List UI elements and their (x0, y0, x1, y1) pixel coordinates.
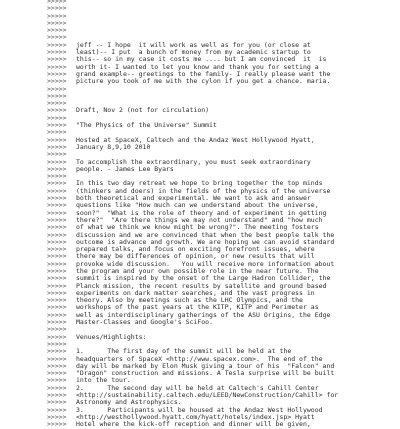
quote-marker: >>>>> (47, 223, 67, 232)
quote-marker: >>>>> (47, 11, 67, 20)
email-line (47, 93, 338, 100)
line-text: jeff -- I hope it will work as well as for you (or close at (76, 40, 311, 49)
quote-marker: >>>>> (47, 245, 67, 254)
line-text: 2. The second day will be held at Caltech's Cahill Center (76, 383, 319, 392)
line-text: grand example-- greetings to the family- I really please want the (76, 69, 331, 78)
quote-marker: >>>>> (47, 128, 67, 137)
line-text: <http://westhollywood.hyatt.com/hyatt/hotels/index.jsp> Hyatt (76, 412, 315, 421)
email-line (47, 13, 338, 20)
email-line (47, 166, 338, 173)
quote-marker: >>>>> (47, 361, 67, 370)
quote-marker: >>>>> (47, 26, 67, 35)
quote-marker: >>>>> (47, 208, 67, 217)
line-text: well as interdisciplinary gatherings of the ASU Origins, the Edge (76, 310, 331, 319)
line-text: theory. Also by meetings such as the LHC Olympics, and the (76, 296, 303, 305)
line-text: prepared talks, and focus on exciting forefront issues, where (76, 245, 315, 254)
quote-marker: >>>>> (47, 391, 67, 400)
quote-marker: >>>>> (47, 347, 67, 356)
line-text: worth it- I wanted to let you know and thank you for setting a (76, 62, 319, 71)
email-line (47, 20, 338, 27)
line-text: "Dragon" construction and missions. A Tesla surprise will be built (76, 369, 335, 378)
quote-marker: >>>>> (47, 420, 67, 429)
line-text: the program and your own possible role in the near future. The (76, 266, 319, 275)
quote-marker: >>>>> (47, 405, 67, 414)
email-line (47, 122, 338, 129)
quote-marker: >>>>> (47, 252, 67, 261)
quote-marker: >>>>> (47, 48, 67, 57)
line-text: 3. Participants will be housed at the Andaz West Hollywood (76, 405, 323, 414)
quote-marker: >>>>> (47, 150, 67, 159)
quote-marker: >>>>> (47, 186, 67, 195)
line-text: there?" "Are there things we may not understand" and "how much (76, 215, 323, 224)
quoted-email-body (47, 0, 338, 429)
line-text: (thinkers and doers) in the fields of the physics of the universe (76, 186, 331, 195)
line-text: people. - James Lee Byars (76, 164, 174, 173)
quote-marker: >>>>> (47, 135, 67, 144)
line-text: summit is inspired by the onset of the Large Hadron Collider, the (76, 274, 331, 283)
quote-marker: >>>>> (47, 121, 67, 130)
quote-marker: >>>>> (47, 281, 67, 290)
email-line (47, 144, 338, 151)
email-line (47, 334, 338, 341)
line-text: Planck mission, the recent results by satellite and ground based (76, 281, 327, 290)
quote-marker: >>>>> (47, 303, 67, 312)
quote-marker: >>>>> (47, 164, 67, 173)
quote-marker: >>>>> (47, 383, 67, 392)
line-text: To accomplish the extraordinary, you must seek extraordinary (76, 157, 311, 166)
quote-marker: >>>>> (47, 106, 67, 115)
quote-marker: >>>>> (47, 274, 67, 283)
line-text: 1. The first day of the summit will be held at the (76, 347, 292, 356)
quote-marker: >>>>> (47, 354, 67, 363)
line-text: experiments on dark matter searches, and the vast progress in (76, 288, 315, 297)
line-text: least)-- I put a bunch of money from my academic startup to (76, 48, 311, 57)
line-text: questions like "How much can we understand about the universe, (76, 201, 319, 210)
line-text: soon?" "What is the role of theory and of experiment in getting (76, 208, 327, 217)
quote-marker: >>>>> (47, 412, 67, 421)
line-text: workshops of the past years at the KITP, KITP and Perimeter as (76, 303, 319, 312)
email-line (47, 319, 338, 326)
quote-marker: >>>>> (47, 33, 67, 42)
line-text: of what we think we know might be wrong?". The meeting fosters (76, 223, 319, 232)
line-text: Venues/Highlights: (76, 332, 147, 341)
quote-marker: >>>>> (47, 69, 67, 78)
quote-marker: >>>>> (47, 259, 67, 268)
line-text: there may be differences of opinion, or new results that will (76, 252, 315, 261)
line-text: both theoretical and experimental. We want to ask and answer (76, 194, 311, 203)
quote-marker: >>>>> (47, 339, 67, 348)
quote-marker: >>>>> (47, 376, 67, 385)
line-text: picture you took of me with the cylon if you get a chance. maria. (76, 77, 331, 86)
line-text: this-- so in my case it costs me .... but I am convinced it is (76, 55, 327, 64)
line-text: <http://sustainability.caltech.edu/LEED/NewConstruction/Cahill> for (76, 391, 339, 400)
quote-marker: >>>>> (47, 157, 67, 166)
email-line (47, 27, 338, 34)
quote-marker: >>>>> (47, 398, 67, 407)
quote-marker: >>>>> (47, 215, 67, 224)
line-text: provoke wide discussion. You will receive more information about (76, 259, 335, 268)
quote-marker: >>>>> (47, 194, 67, 203)
quote-marker: >>>>> (47, 310, 67, 319)
line-text: Astronomy and Astrophysics. (76, 398, 182, 407)
quote-marker: >>>>> (47, 40, 67, 49)
quote-marker: >>>>> (47, 77, 67, 86)
quote-marker: >>>>> (47, 172, 67, 181)
quote-marker: >>>>> (47, 332, 67, 341)
email-line (47, 78, 338, 85)
line-text: "The Physics of the Universe" Summit (76, 121, 217, 130)
quote-marker: >>>>> (47, 296, 67, 305)
quote-marker: >>>>> (47, 288, 67, 297)
quote-marker: >>>>> (47, 91, 67, 100)
quote-marker: >>>>> (47, 99, 67, 108)
email-line (47, 421, 338, 428)
quote-marker: >>>>> (47, 325, 67, 334)
line-text: Draft, Nov 2 (not for circulation) (76, 106, 210, 115)
email-line (47, 107, 338, 114)
quote-marker: >>>>> (47, 18, 67, 27)
line-text: Hosted at SpaceX, Caltech and the Andaz West Hollywood Hyatt, (76, 135, 315, 144)
quote-marker: >>>>> (47, 55, 67, 64)
line-text: into the tour. (76, 376, 131, 385)
line-text: headquarters of SpaceX <http://www.spacex.com>. The end of the (76, 354, 323, 363)
quote-marker: >>>>> (47, 179, 67, 188)
email-line (47, 86, 338, 93)
quote-marker: >>>>> (47, 84, 67, 93)
line-text: outcome is advance and growth. We are hoping we can avoid standard (76, 237, 335, 246)
line-text: Master-Classes and Google's SciFoo. (76, 318, 213, 327)
quote-marker: >>>>> (47, 201, 67, 210)
quote-marker: >>>>> (47, 230, 67, 239)
quote-marker: >>>>> (47, 318, 67, 327)
line-text: Hotel where the kick-off reception and dinner will be given, (76, 420, 311, 429)
quote-marker: >>>>> (47, 266, 67, 275)
line-text: day will be marked by Elon Musk giving a tour of his "Falcon" and (76, 361, 335, 370)
quote-marker: >>>>> (47, 142, 67, 151)
quote-marker: >>>>> (47, 4, 67, 13)
line-text: discussion and we are convinced that when the best people talk the (76, 230, 335, 239)
line-text: January 8,9,10 2010 (76, 142, 151, 151)
quote-marker: >>>>> (47, 369, 67, 378)
line-text: In this two day retreat we hope to bring together the top minds (76, 179, 323, 188)
quote-marker: >>>>> (47, 62, 67, 71)
quote-marker: >>>>> (47, 0, 67, 5)
email-line (47, 5, 338, 12)
quote-marker: >>>>> (47, 113, 67, 122)
quote-marker: >>>>> (47, 237, 67, 246)
